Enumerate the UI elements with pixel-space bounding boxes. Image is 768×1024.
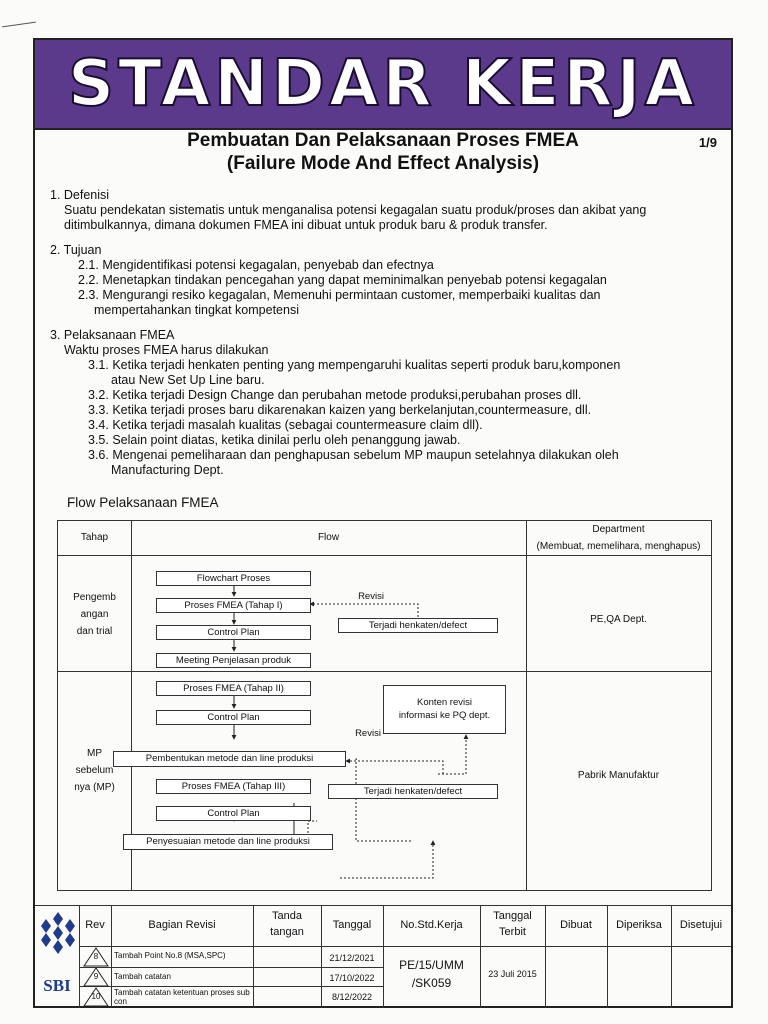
list-item: 3.3. Ketika terjadi proses baru dikarenakan kaizen yang berkelanjutan,countermeasure, dll. [88, 403, 592, 417]
col-tanda: Tanda [272, 910, 302, 922]
header-tahap: Tahap [80, 532, 109, 543]
std-number-suffix: /SK059 [411, 976, 452, 990]
stage-label: angan [80, 609, 109, 620]
col-tangan: tangan [270, 926, 304, 938]
control-plan-box: Control Plan [156, 806, 311, 821]
stage-label: MP [87, 748, 102, 759]
pen-mark [2, 22, 36, 28]
flow-title: Flow Pelaksanaan FMEA [67, 495, 219, 510]
control-plan-box: Control Plan [156, 710, 311, 725]
fmea-tahap-2-box: Proses FMEA (Tahap II) [156, 681, 311, 696]
list-item: 2.3. Mengurangi resiko kegagalan, Memenuhi permintaan customer, memperbaiki kualitas dan [78, 288, 601, 302]
henkaten-box: Terjadi henkaten/defect [328, 784, 498, 799]
list-item: 2.1. Mengidentifikasi potensi kegagalan, penyebab dan efectnya [78, 258, 434, 272]
flow-table [57, 520, 712, 891]
rev-number: 10 [91, 992, 101, 1001]
stage-label: Pengemb [73, 592, 116, 603]
pembentukan-box: Pembentukan metode dan line produksi [113, 751, 346, 767]
control-plan-box: Control Plan [156, 625, 311, 640]
konten-line: Konten revisi [417, 697, 472, 708]
konten-revisi-box [383, 685, 506, 734]
page-number: 1/9 [698, 135, 717, 150]
header-department-note: (Membuat, memelihara, menghapus) [536, 541, 701, 552]
col-dibuat: Dibuat [560, 919, 592, 931]
rev-number: 9 [93, 972, 99, 981]
paragraph-line: Waktu proses FMEA harus dilakukan [64, 343, 269, 357]
list-item: 2.2. Menetapkan tindakan pencegahan yang dapat meminimalkan penyebab potensi kegagalan [78, 273, 607, 287]
revision-date: 21/12/2021 [329, 953, 375, 963]
list-item: 3.1. Ketika terjadi henkaten penting yang mempengaruhi kualitas seperti produk baru,komponen [88, 358, 621, 372]
banner [35, 40, 731, 130]
list-item: 3.2. Ketika terjadi Design Change dan perubahan metode produksi,perubahan proses dll. [88, 388, 582, 402]
flowchart-proses-box: Flowchart Proses [156, 571, 311, 586]
document-title: Pembuatan Dan Pelaksanaan Proses FMEA [187, 130, 579, 151]
col-rev: Rev [85, 919, 105, 931]
list-item: 3.6. Mengenai pemeliharaan dan penghapusan sebelum MP maupun setelahnya dilakukan oleh [88, 448, 619, 462]
col-disetujui: Disetujui [679, 919, 723, 931]
konten-line: informasi ke PQ dept. [398, 710, 491, 721]
revision-desc: Tambah catatan [114, 972, 171, 981]
revision-date: 8/12/2022 [331, 992, 373, 1002]
document-body [50, 188, 720, 478]
logo-text: SBI [43, 976, 71, 995]
list-item: 3.5. Selain point diatas, ketika dinilai perlu oleh penanggung jawab. [88, 433, 461, 447]
list-item-continued: mempertahankan tingkat kompetensi [94, 303, 299, 317]
col-bagian-revisi: Bagian Revisi [148, 919, 216, 931]
henkaten-box: Terjadi henkaten/defect [338, 618, 498, 633]
stage-label: nya (MP) [74, 782, 115, 793]
department-value: Pabrik Manufaktur [577, 770, 660, 781]
penyesuaian-box: Penyesuaian metode dan line produksi [123, 834, 333, 850]
revisi-label: Revisi [358, 591, 384, 602]
section-heading: 2. Tujuan [50, 243, 102, 257]
col-terbit: Terbit [499, 926, 526, 938]
header-department: Department [592, 524, 645, 535]
fmea-tahap-3-box: Proses FMEA (Tahap III) [156, 779, 311, 794]
std-number: PE/15/UMM [399, 958, 464, 972]
paragraph-line: Suatu pendekatan sistematis untuk menganalisa potensi kegagalan suatu produk/proses dan akibat yang [64, 203, 647, 217]
paragraph-line: ditimbulkannya, dimana dokumen FMEA ini dibuat untuk produk baru & produk transfer. [64, 218, 548, 232]
col-no-std: No.Std.Kerja [400, 919, 463, 931]
revisi-label: Revisi [355, 728, 381, 739]
header-flow: Flow [317, 532, 340, 543]
list-item-continued: atau New Set Up Line baru. [111, 373, 265, 387]
col-tanggal: Tanggal [332, 919, 372, 931]
department-value: PE,QA Dept. [590, 614, 647, 625]
document-subtitle: (Failure Mode And Effect Analysis) [226, 153, 540, 174]
revision-desc: Tambah catatan ketentuan proses sub con [114, 988, 250, 1006]
document-frame [33, 38, 733, 1008]
revision-desc: Tambah Point No.8 (MSA,SPC) [114, 951, 226, 960]
stage-label: dan trial [76, 626, 113, 637]
list-item-continued: Manufacturing Dept. [111, 463, 224, 477]
list-item: 3.4. Ketika terjadi masalah kualitas (sebagai countermeasure claim dll). [88, 418, 483, 432]
revision-footer [35, 905, 731, 1008]
section-heading: 3. Pelaksanaan FMEA [50, 328, 175, 342]
rev-number: 8 [93, 952, 99, 961]
meeting-box: Meeting Penjelasan produk [156, 653, 311, 668]
banner-title: STANDAR KERJA [67, 47, 699, 121]
terbit-date: 23 Juli 2015 [488, 969, 537, 979]
revision-date: 17/10/2022 [329, 973, 375, 983]
col-tanggal-terbit: Tanggal [493, 910, 532, 922]
col-diperiksa: Diperiksa [616, 919, 662, 931]
fmea-tahap-1-box: Proses FMEA (Tahap I) [156, 598, 311, 613]
section-heading: 1. Defenisi [50, 188, 110, 202]
stage-label: sebelum [75, 765, 114, 776]
